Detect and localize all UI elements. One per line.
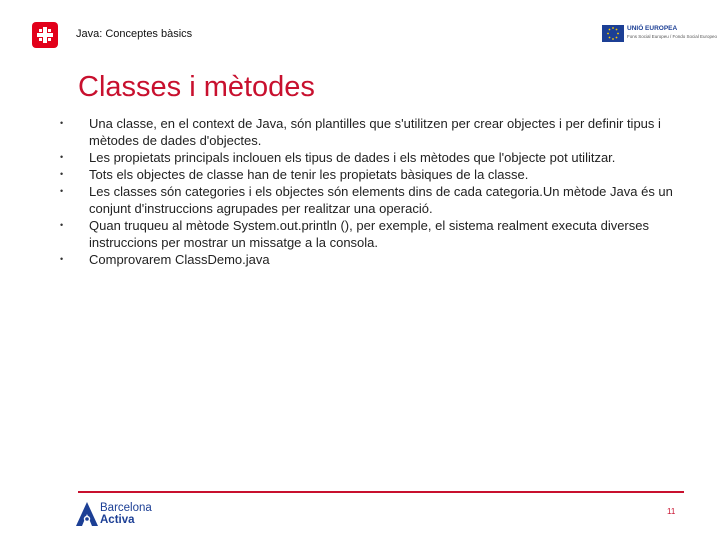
footer-divider — [78, 491, 684, 493]
eu-label: UNIÓ EUROPEA — [627, 25, 678, 32]
barcelona-activa-icon — [76, 502, 98, 526]
bullet-item: • Quan truqueu al mètode System.out.println (), per exemple, el sistema realment executa diverses instruccions per mostrar un missatge a la consola. — [60, 217, 690, 251]
bullet-item: • Una classe, en el context de Java, són plantilles que s'utilitzen per crear objectes i per definir tipus i mètodes de dades d'objectes. — [60, 115, 690, 149]
barcelona-logo-icon — [32, 22, 58, 48]
page-title: Classes i mètodes — [78, 71, 315, 103]
header-title: Java: Conceptes bàsics — [76, 28, 193, 40]
barcelona-activa-logo — [76, 501, 176, 529]
eu-flag-icon — [602, 25, 624, 42]
bullet-item: • Les classes són categories i els objectes són elements dins de cada categoria.Un mètode Java és un conjunt d'instruccions agrupades per realitzar una operació. — [60, 183, 690, 217]
bullet-list — [60, 115, 690, 268]
page-number: 11 — [667, 507, 676, 516]
bullet-item: • Comprovarem ClassDemo.java — [60, 251, 690, 268]
bullet-item: • Tots els objectes de classe han de tenir les propietats bàsiques de la classe. — [60, 166, 690, 183]
brand-name-line2: Activa — [100, 514, 135, 526]
brand-name-line1: Barcelona — [100, 502, 152, 514]
bullet-item: • Les propietats principals inclouen els tipus de dades i els mètodes que l'objecte pot utilitzar. — [60, 149, 690, 166]
eu-sub-label: Fons Social Europeu / Fondo Social Europeo — [627, 34, 718, 39]
eu-logo — [602, 25, 718, 43]
